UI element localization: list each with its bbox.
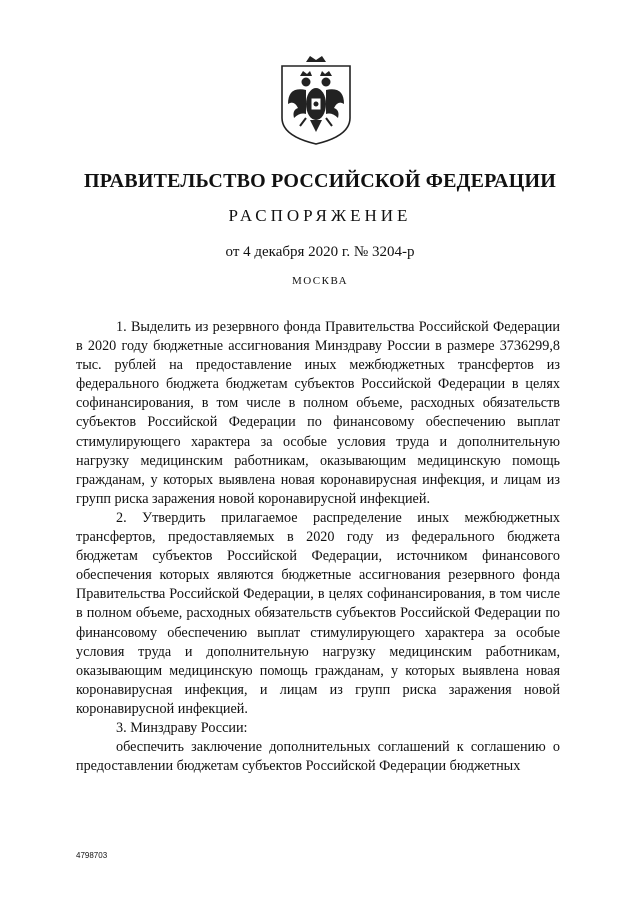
document-type: РАСПОРЯЖЕНИЕ: [228, 206, 412, 225]
city: МОСКВА: [291, 275, 349, 287]
coat-of-arms-icon: [276, 52, 356, 148]
document-body: [76, 318, 560, 776]
document-title: ПРАВИТЕЛЬСТВО РОССИЙСКОЙ ФЕДЕРАЦИИ: [84, 170, 556, 192]
paragraph-2: 2. Утвердить прилагаемое распределение иных межбюджетных трансфертов, предоставляемых в 2020 году из федерального бюджета бюджетам субъектов Российской Федерации, источником финансового обеспечения которых являются бюджетные ассигнования резервного фонда Правительства Российской Федерации, в целях софинансирования, в том числе в полном объеме, расходных обязательств субъектов Российской Федерации по финансовому обеспечению выплат стимулирующего характера за особые условия труда и дополнительную нагрузку медицинским работникам, оказывающим медицинскую помощь гражданам, у которых выявлена новая коронавирусная инфекция, и лицам из групп риска заражения новой коронавирусной инфекцией.: [76, 509, 560, 717]
paragraph-3: 3. Минздраву России:: [116, 719, 248, 736]
paragraph-4: обеспечить заключение дополнительных соглашений к соглашению о предоставлении бюджетам субъектов Российской Федерации бюджетных: [76, 739, 560, 775]
document-number-footer: 4798703: [76, 851, 108, 860]
paragraph-1: 1. Выделить из резервного фонда Правительства Российской Федерации в 2020 году бюджетные ассигнования Минздраву России в размере 3736299,8 тыс. рублей на предоставление иных межбюджетных трансфертов из федерального бюджета бюджетам субъектов Российской Федерации в целях софинансирования, в том числе в полном объеме, расходных обязательств субъектов Российской Федерации по финансовому обеспечению выплат стимулирующего характера за особые условия труда и дополнительную нагрузку медицинским работникам, оказывающим медицинскую помощь гражданам, у которых выявлена новая коронавирусная инфекция, и лицам из групп риска заражения новой коронавирусной инфекцией.: [76, 319, 560, 507]
date-and-number: от 4 декабря 2020 г. № 3204-р: [225, 244, 415, 260]
